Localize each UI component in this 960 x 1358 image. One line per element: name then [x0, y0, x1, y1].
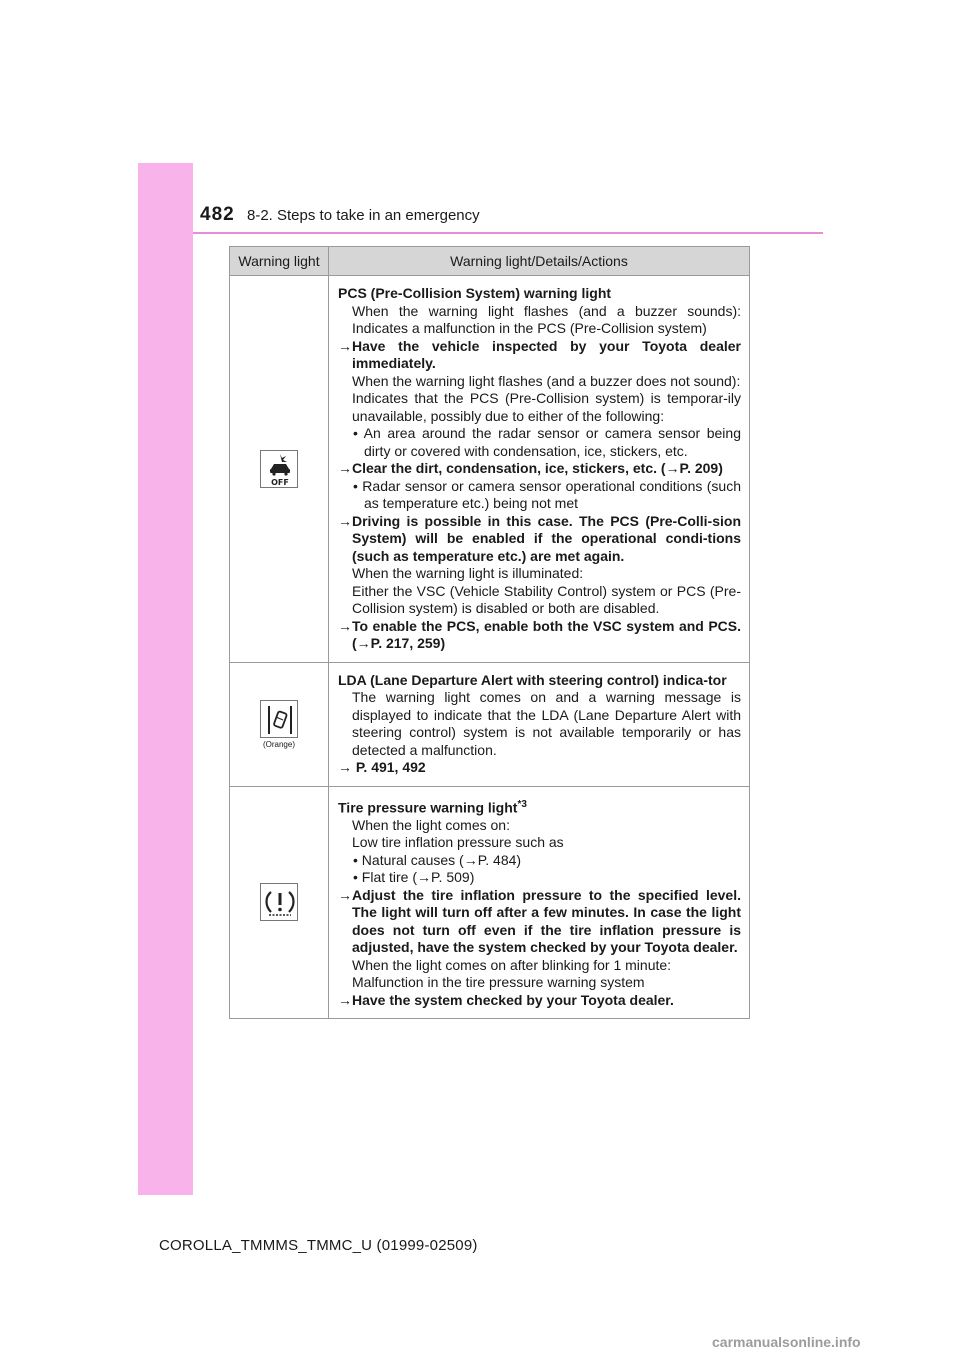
action-text: →Clear the dirt, condensation, ice, stickers, etc. (→P. 209): [338, 460, 723, 476]
table-row: [230, 786, 750, 1019]
detail-text: When the light comes on after blinking for 1 minute:: [352, 956, 672, 973]
bullet-item: • An area around the radar sensor or camera sensor being dirty or covered with condensation, ice, stickers, etc.: [353, 425, 741, 459]
icon-caption: (Orange): [262, 739, 295, 749]
footnote-marker: *3: [517, 798, 527, 810]
table-row: [230, 662, 750, 786]
section-title: 8-2. Steps to take in an emergency: [247, 207, 480, 224]
row-title: LDA (Lane Departure Alert with steering control) indica-tor: [338, 671, 727, 688]
details-cell: [329, 276, 750, 663]
detail-text: When the warning light flashes (and a buzzer does not sound):: [352, 372, 741, 389]
details-cell: [329, 662, 750, 786]
chapter-sidebar-tab: [138, 163, 193, 1195]
footer-code: COROLLA_TMMMS_TMMC_U (01999-02509): [159, 1237, 478, 1254]
detail-text: Either the VSC (Vehicle Stability Control) system or PCS (Pre-Collision system) is disabled or both are disabled.: [352, 582, 741, 616]
icon-cell: [230, 786, 329, 1019]
detail-text: When the warning light flashes (and a buzzer sounds): Indicates a malfunction in the PCS (Pre-Collision system): [352, 302, 741, 336]
table-row: [230, 276, 750, 663]
lda-indicator-icon: [260, 700, 298, 738]
header-rule: [193, 232, 823, 234]
details-cell: [329, 786, 750, 1019]
table-header-row: [230, 247, 750, 276]
action-text: →Adjust the tire inflation pressure to the specified level. The light will turn off after a few minutes. In case the light does not turn off even if the tire inflation pressure is adjusted, have the system checked by your Toyota dealer.: [338, 886, 741, 956]
row-title: PCS (Pre-Collision System) warning light: [338, 285, 612, 301]
detail-text: Indicates that the PCS (Pre-Collision system) is temporar-ily unavailable, possibly due to either of the following:: [352, 390, 741, 424]
bullet-item: • Flat tire (→P. 509): [353, 869, 475, 886]
watermark: carmanualsonline.info: [712, 1334, 861, 1350]
svg-text:OFF: OFF: [271, 477, 289, 487]
column-header-details: Warning light/Details/Actions: [329, 247, 750, 276]
column-header-warning-light: Warning light: [230, 247, 329, 276]
icon-cell: [230, 662, 329, 786]
page-number: 482: [200, 204, 235, 225]
pcs-off-warning-icon: [260, 450, 298, 488]
action-text: →Have the vehicle inspected by your Toyota dealer immediately.: [338, 337, 741, 371]
action-text: →Have the system checked by your Toyota dealer.: [338, 991, 674, 1008]
detail-text: Low tire inflation pressure such as: [352, 834, 564, 851]
tire-pressure-warning-icon: [260, 883, 298, 921]
bullet-item: • Natural causes (→P. 484): [353, 851, 522, 868]
detail-text: Malfunction in the tire pressure warning system: [352, 974, 645, 991]
action-text: →Driving is possible in this case. The PCS (Pre-Colli-sion System) will be enabled if the operational condi-tions (such as temperature etc.) are met again.: [338, 512, 741, 564]
row-title: Tire pressure warning light$^{*3}$: [338, 798, 527, 816]
detail-text: When the warning light is illuminated:: [352, 565, 584, 581]
action-text: →To enable the PCS, enable both the VSC system and PCS. (→P. 217, 259): [338, 617, 741, 651]
detail-text: The warning light comes on and a warning message is displayed to indicate that the LDA (Lane Departure Alert with steering control) system is not available temporarily or has detected a malfunction.: [352, 689, 741, 758]
warning-light-table: [229, 246, 750, 1019]
icon-cell: [230, 276, 329, 663]
detail-text: When the light comes on:: [352, 816, 510, 833]
action-text: → P. 491, 492: [338, 759, 426, 775]
bullet-item: • Radar sensor or camera sensor operational conditions (such as temperature etc.) being not met: [353, 477, 741, 511]
